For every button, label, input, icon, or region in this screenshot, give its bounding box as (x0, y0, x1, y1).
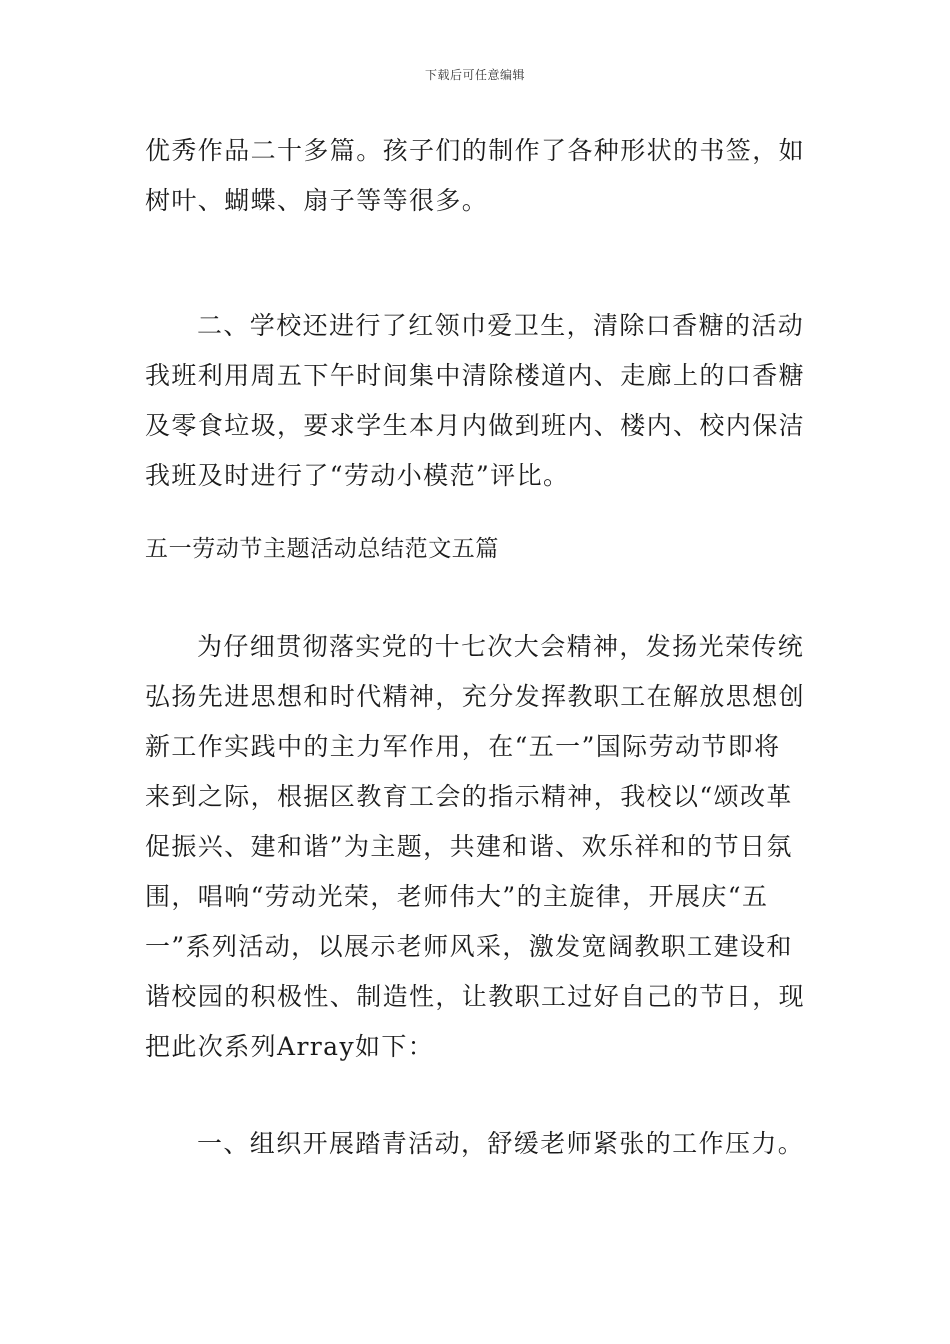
text-line: 新工作实践中的主力军作用，在“五一”国际劳动节即将 (145, 732, 781, 761)
header-note: 下载后可任意编辑 (424, 68, 525, 82)
text-line: 树叶、蝴蝶、扇子等等很多。 (145, 186, 489, 215)
paragraph-continuation (145, 126, 810, 226)
paragraph-intro (145, 622, 810, 1072)
text-line: 来到之际，根据区教育工会的指示精神，我校以“颂改革 (145, 782, 793, 811)
text-line: 一、组织开展踏青活动，舒缓老师紧张的工作压力。 (197, 1129, 805, 1158)
text-line: 我班及时进行了“劳动小模范”评比。 (145, 461, 570, 490)
paragraph-outing (145, 1119, 810, 1169)
text-line: 谐校园的积极性、制造性，让教职工过好自己的节日，现 (145, 982, 806, 1011)
section-heading (145, 524, 810, 574)
heading-text: 五一劳动节主题活动总结范文五篇 (145, 536, 499, 562)
text-line: 我班利用周五下午时间集中清除楼道内、走廊上的口香糖 (145, 361, 806, 390)
text-line: 二、学校还进行了红领巾爱卫生，清除口香糖的活动 (197, 311, 805, 340)
text-line: 优秀作品二十多篇。孩子们的制作了各种形状的书签，如 (145, 136, 806, 165)
text-line: 一”系列活动，以展示老师风采，激发宽阔教职工建设和 (145, 932, 793, 961)
text-line: 为仔细贯彻落实党的十七次大会精神，发扬光荣传统 (197, 632, 805, 661)
text-line: 及零食垃圾，要求学生本月内做到班内、楼内、校内保洁 (145, 411, 806, 440)
text-line: 促振兴、建和谐”为主题，共建和谐、欢乐祥和的节日氛 (145, 832, 793, 861)
paragraph-cleanup-activity (145, 301, 810, 501)
text-line: 围，唱响“劳动光荣，老师伟大”的主旋律，开展庆“五 (145, 882, 769, 911)
text-line: 把此次系列Array如下： (145, 1032, 435, 1061)
text-line: 弘扬先进思想和时代精神，充分发挥教职工在解放思想创 (145, 682, 806, 711)
